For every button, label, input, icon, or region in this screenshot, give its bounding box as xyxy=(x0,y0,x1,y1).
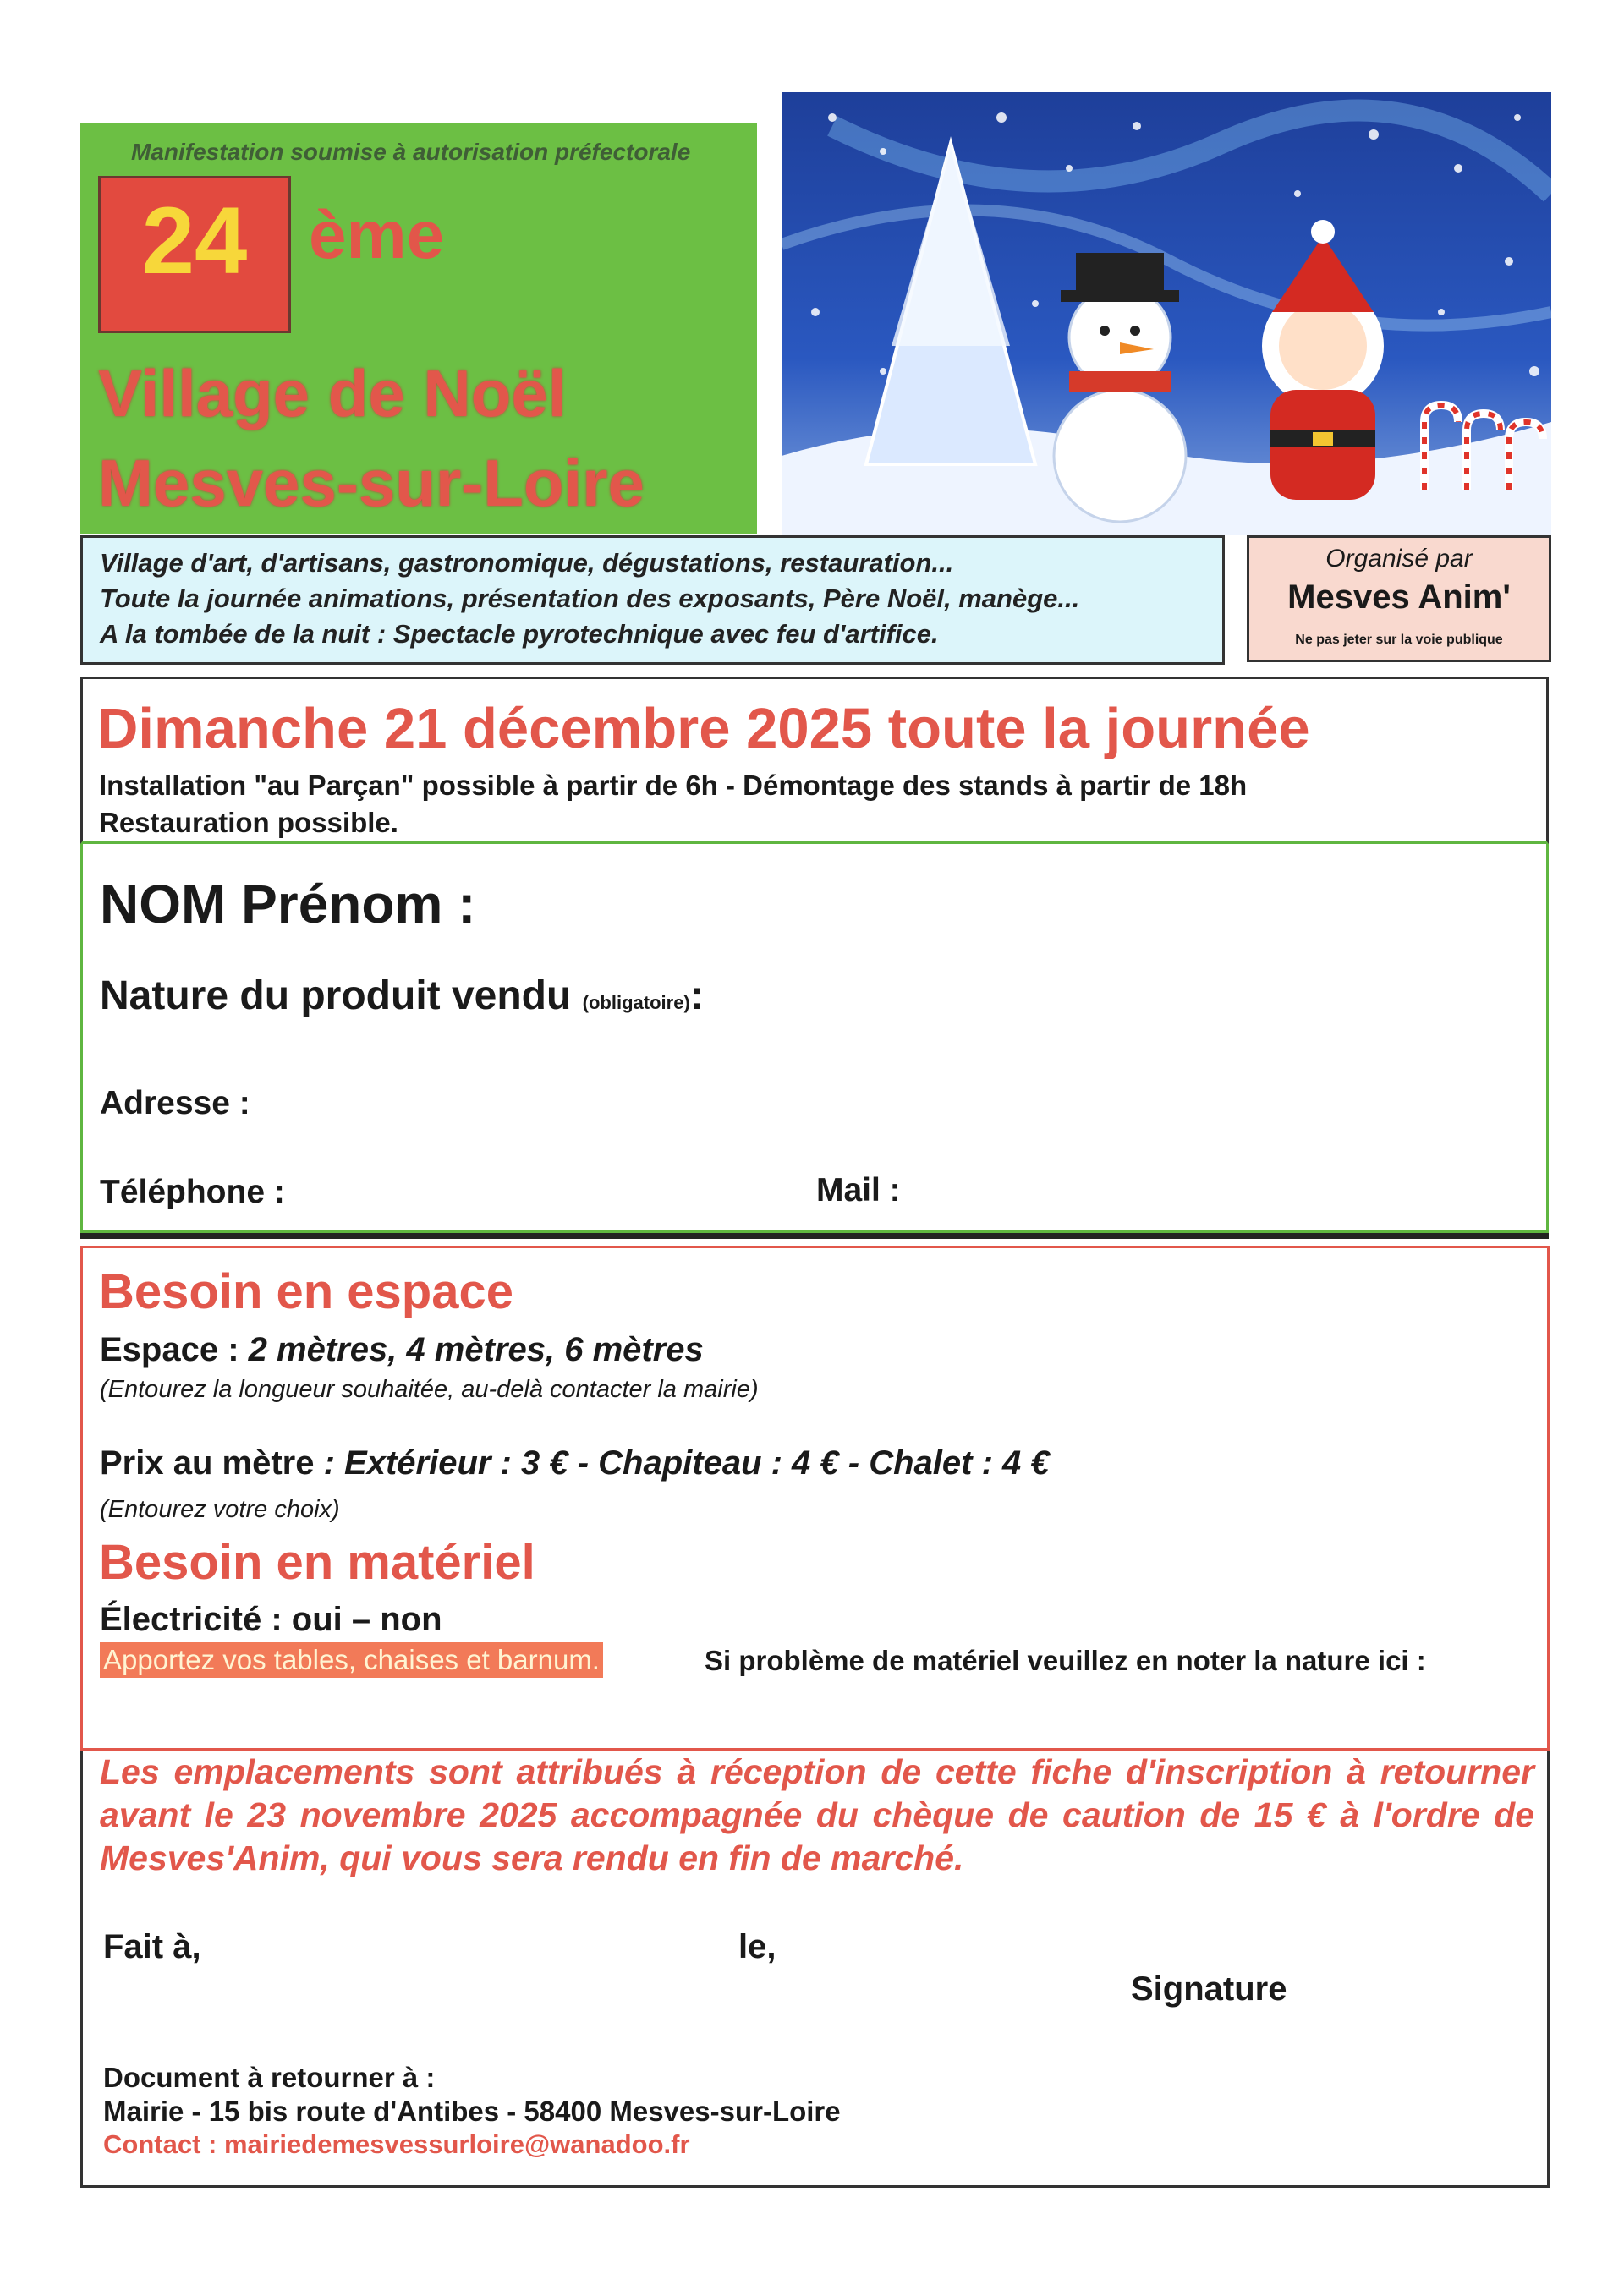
space-options-line xyxy=(100,1331,704,1369)
return-address: Mairie - 15 bis route d'Antibes - 58400 Mesves-sur-Loire xyxy=(103,2096,841,2127)
edition-number: 24 xyxy=(141,188,248,293)
registration-warning: Les emplacements sont attribués à réception de cette fiche d'inscription à retourner avant le 23 novembre 2025 accompagnée du chèque de caution de 15 € à l'ordre de Mesves'Anim, qui vous sera rendu en fin de marché. xyxy=(100,1752,1534,1877)
done-at-label: Fait à, xyxy=(103,1928,201,1965)
material-problem-note: Si problème de matériel veuillez en noter la nature ici : xyxy=(705,1645,1426,1676)
authorisation-notice: Manifestation soumise à autorisation préfectorale xyxy=(131,139,691,165)
price-label: Prix au mètre xyxy=(100,1444,315,1482)
signature-label: Signature xyxy=(1131,1970,1287,2008)
price-line xyxy=(100,1444,1050,1482)
info-line: Village d'art, d'artisans, gastronomique, dégustations, restauration... xyxy=(100,548,954,578)
contact-line xyxy=(103,2129,690,2160)
divider xyxy=(80,1233,1549,1239)
return-label: Document à retourner à : xyxy=(103,2062,436,2093)
event-title-line1: Village de Noël xyxy=(98,356,567,430)
organizer-note: Ne pas jeter sur la voie publique xyxy=(1295,633,1503,647)
catering-info: Restauration possible. xyxy=(99,807,398,838)
material-section-title: Besoin en matériel xyxy=(99,1535,535,1590)
organizer-label: Organisé par xyxy=(1325,545,1473,573)
organizer-name: Mesves Anim' xyxy=(1287,578,1511,616)
space-options: 2 mètres, 4 mètres, 6 mètres xyxy=(248,1331,704,1368)
info-line: A la tombée de la nuit : Spectacle pyrotechnique avec feu d'artifice. xyxy=(100,619,939,649)
space-section-title: Besoin en espace xyxy=(99,1264,513,1319)
price-hint: (Entourez votre choix) xyxy=(100,1496,340,1523)
snowman xyxy=(1054,253,1186,522)
product-required-note: (obligatoire) xyxy=(582,992,690,1013)
electricity-line: Électricité : oui – non xyxy=(100,1601,442,1638)
price-options: : Extérieur : 3 € - Chapiteau : 4 € - Chalet : 4 € xyxy=(323,1444,1050,1482)
contact-email[interactable]: mairiedemesvessurloire@wanadoo.fr xyxy=(223,2129,690,2159)
space-hint: (Entourez la longueur souhaitée, au-delà contacter la mairie) xyxy=(100,1376,759,1403)
space-label: Espace : xyxy=(100,1331,239,1368)
product-label-text: Nature du produit vendu xyxy=(100,973,572,1018)
product-label-colon: : xyxy=(689,973,704,1018)
event-date: Dimanche 21 décembre 2025 toute la journée xyxy=(97,697,1310,760)
address-field-label: Adresse : xyxy=(100,1085,250,1121)
contact-label: Contact : xyxy=(103,2129,217,2159)
product-field-label xyxy=(100,973,704,1019)
mail-field-label: Mail : xyxy=(816,1172,901,1208)
phone-field-label: Téléphone : xyxy=(100,1174,285,1210)
christmas-illustration xyxy=(782,92,1551,535)
date-label: le, xyxy=(738,1928,776,1965)
setup-info: Installation "au Parçan" possible à partir de 6h - Démontage des stands à partir de 18h xyxy=(99,770,1248,801)
name-field-label: NOM Prénom : xyxy=(100,874,476,934)
bring-tables-note: Apportez vos tables, chaises et barnum. xyxy=(100,1642,603,1678)
edition-suffix: ème xyxy=(309,197,445,272)
event-title-line2: Mesves-sur-Loire xyxy=(98,446,645,520)
info-line: Toute la journée animations, présentation des exposants, Père Noël, manège... xyxy=(100,584,1080,613)
